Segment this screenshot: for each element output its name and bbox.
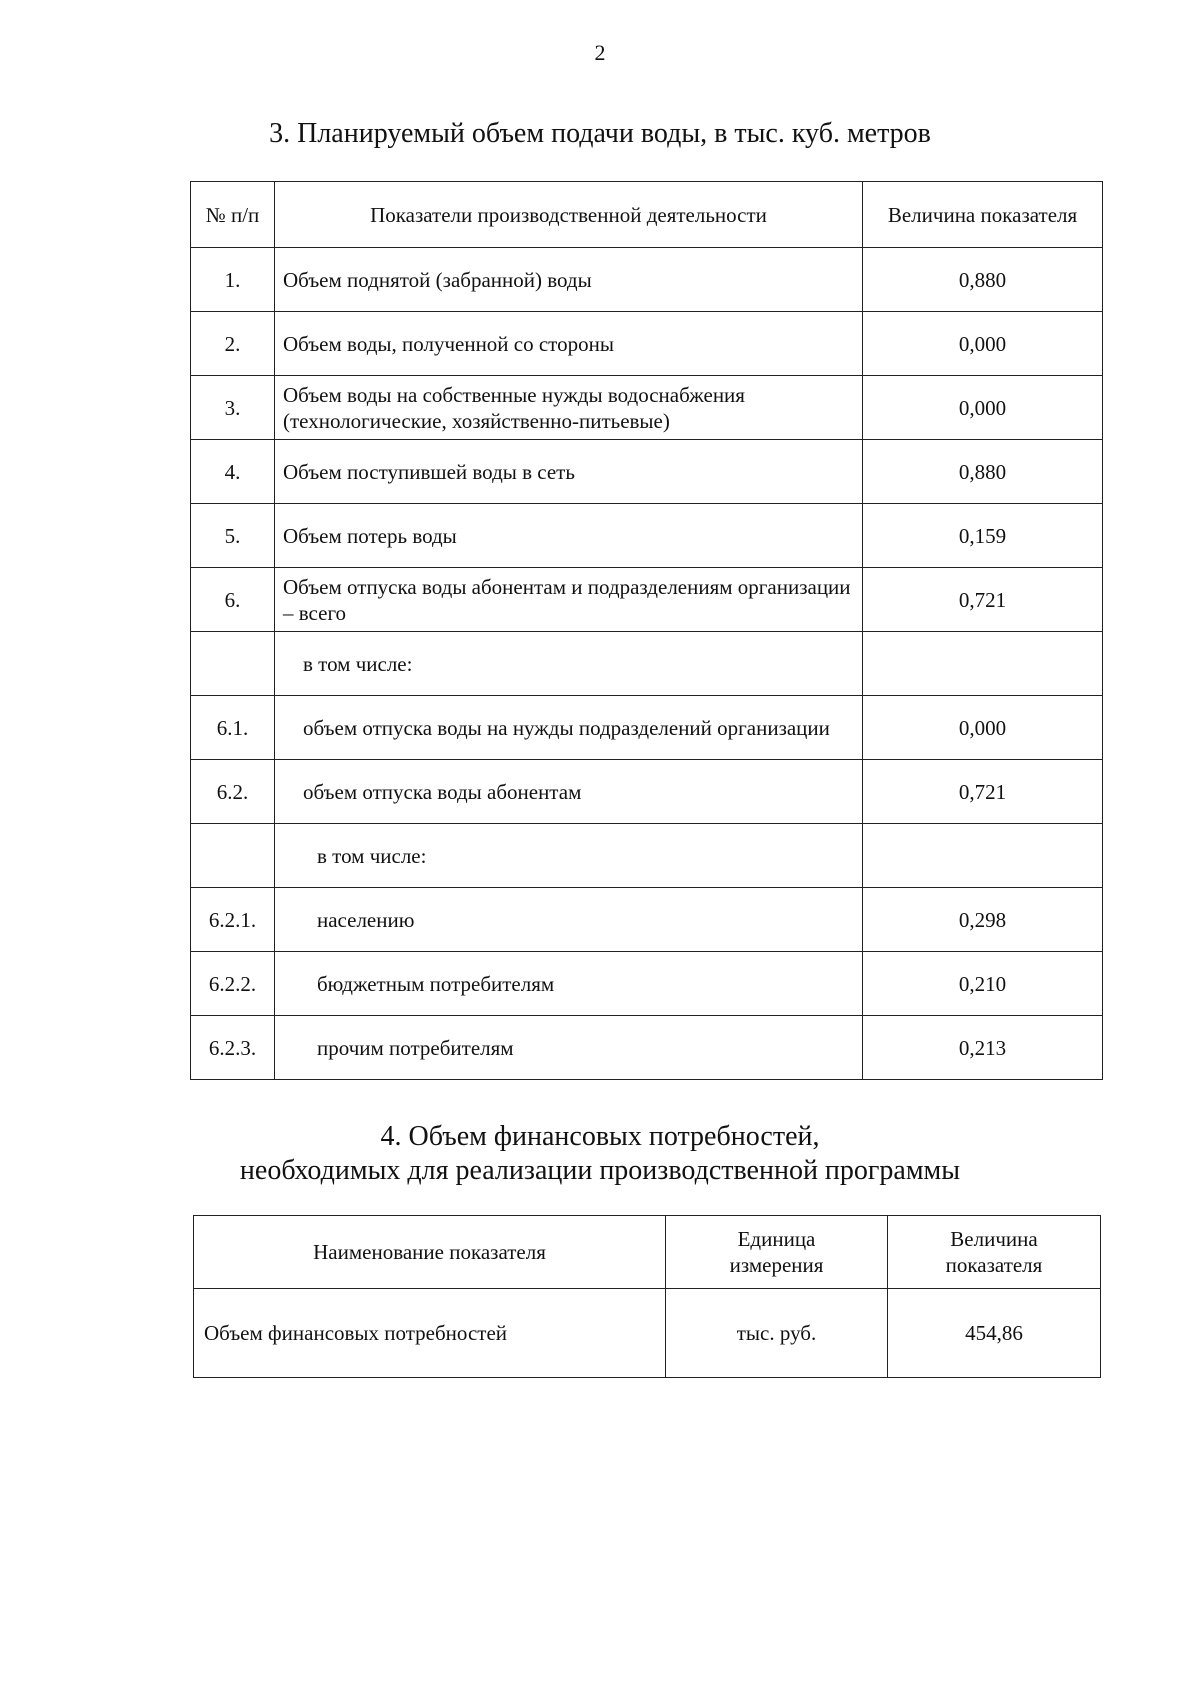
table-row: [191, 312, 1103, 376]
table-row: [191, 952, 1103, 1016]
row-number: 2.: [191, 312, 275, 376]
section4-title-line2: необходимых для реализации производственной программы: [239, 1155, 961, 1186]
section3-title: 3. Планируемый объем подачи воды, в тыс. куб. метров: [269, 118, 931, 149]
row-label: в том числе:: [275, 632, 863, 696]
row-label: Объем отпуска воды абонентам и подразделениям организации – всего: [275, 568, 863, 632]
row-label: населению: [275, 888, 863, 952]
table-row: [191, 888, 1103, 952]
row-value: [863, 632, 1103, 696]
header-cell: Величина показателя: [888, 1216, 1101, 1289]
row-label: Объем поступившей воды в сеть: [275, 440, 863, 504]
row-value: 0,210: [863, 952, 1103, 1016]
table-row: [191, 1016, 1103, 1080]
row-number: 4.: [191, 440, 275, 504]
page-number: 2: [594, 40, 606, 65]
table-row: [191, 696, 1103, 760]
row-unit: тыс. руб.: [666, 1289, 888, 1378]
row-label: Объем воды, полученной со стороны: [275, 312, 863, 376]
row-label: Объем воды на собственные нужды водоснабжения (технологические, хозяйственно-питьевые): [275, 376, 863, 440]
table-row: [191, 504, 1103, 568]
header-cell: № п/п: [191, 182, 275, 248]
row-value: 454,86: [888, 1289, 1101, 1378]
row-label: Объем финансовых потребностей: [194, 1289, 666, 1378]
table-row: [191, 376, 1103, 440]
section4-title-line1: 4. Объем финансовых потребностей,: [380, 1121, 820, 1152]
row-number: 6.2.2.: [191, 952, 275, 1016]
table-header-row: [194, 1216, 1101, 1289]
row-value: 0,000: [863, 376, 1103, 440]
header-cell: Величина показателя: [863, 182, 1103, 248]
header-cell: Единица измерения: [666, 1216, 888, 1289]
row-label: прочим потребителям: [275, 1016, 863, 1080]
table-row: [191, 760, 1103, 824]
row-number: 6.: [191, 568, 275, 632]
header-cell: Показатели производственной деятельности: [275, 182, 863, 248]
row-value: 0,880: [863, 440, 1103, 504]
row-number: 6.2.1.: [191, 888, 275, 952]
table-row: [191, 568, 1103, 632]
row-number: 6.2.: [191, 760, 275, 824]
header-cell: Наименование показателя: [194, 1216, 666, 1289]
row-number: 1.: [191, 248, 275, 312]
row-number: 3.: [191, 376, 275, 440]
row-value: 0,000: [863, 312, 1103, 376]
row-value: 0,721: [863, 568, 1103, 632]
table-row: [191, 248, 1103, 312]
row-value: 0,159: [863, 504, 1103, 568]
row-label: бюджетным потребителям: [275, 952, 863, 1016]
row-value: 0,721: [863, 760, 1103, 824]
financial-needs-table: [193, 1215, 1101, 1378]
row-number: [191, 824, 275, 888]
row-label: объем отпуска воды абонентам: [275, 760, 863, 824]
table-row: [191, 824, 1103, 888]
table-row: [191, 440, 1103, 504]
row-number: [191, 632, 275, 696]
row-label: объем отпуска воды на нужды подразделений организации: [275, 696, 863, 760]
water-supply-table: [190, 181, 1103, 1080]
table-header-row: [191, 182, 1103, 248]
row-value: 0,213: [863, 1016, 1103, 1080]
row-number: 5.: [191, 504, 275, 568]
row-value: 0,298: [863, 888, 1103, 952]
row-value: [863, 824, 1103, 888]
table-row: [191, 632, 1103, 696]
row-label: в том числе:: [275, 824, 863, 888]
row-number: 6.1.: [191, 696, 275, 760]
table-row: [194, 1289, 1101, 1378]
row-label: Объем потерь воды: [275, 504, 863, 568]
row-value: 0,880: [863, 248, 1103, 312]
row-label: Объем поднятой (забранной) воды: [275, 248, 863, 312]
row-number: 6.2.3.: [191, 1016, 275, 1080]
row-value: 0,000: [863, 696, 1103, 760]
